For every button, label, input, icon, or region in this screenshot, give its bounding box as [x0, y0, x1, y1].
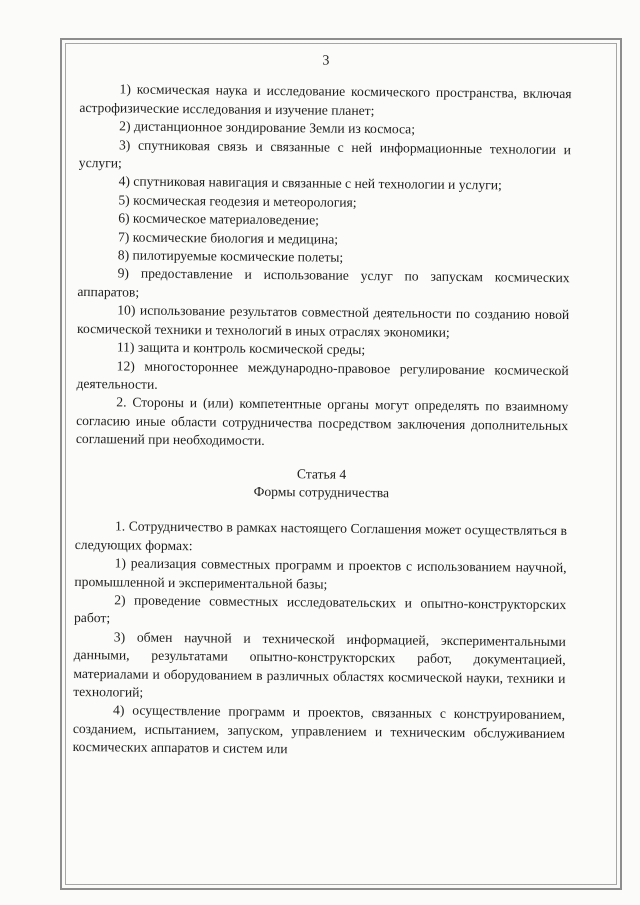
article4-title: Статья 4: [296, 465, 347, 482]
article3-item-3: 3) спутниковая связь и связанные с ней информационные технологии и услуги;: [78, 137, 572, 171]
article3-item-7: 7) космические биология и медицина;: [117, 229, 339, 247]
article4-item-3: 3) обмен научной и технической информацией, экспериментальными данными, результатами опытно-конструкторских работ, документацией, материалами и оборудованием в различных областях космической науки, техники и технологий;: [73, 629, 566, 700]
article3-item-10: 10) использование результатов совместной деятельности по созданию новой космической техники и технологий в иных отраслях экономики;: [77, 302, 570, 340]
article3-item-9: 9) предоставление и использование услуг по запускам космических аппаратов;: [77, 265, 570, 300]
page-number: 3: [322, 53, 330, 69]
article3-item-12: 12) многостороннее международно-правовое регулирование космической деятельности.: [76, 357, 569, 392]
article3-item-1: 1) космическая наука и исследование космического пространства, включая астрофизические исследования и изучение планет;: [79, 81, 572, 118]
article3-paragraph-2: 2. Стороны и (или) компетентные органы могут определять по взаимному согласию иные области сотрудничества посредством заключения дополнительных соглашений при необходимости.: [75, 394, 569, 449]
article4-item-1: 1) реализация совместных программ и проектов с использованием научной, промышленной и экспериментальной базы;: [74, 555, 567, 592]
document-body: [73, 50, 572, 762]
article4-subtitle: Формы сотрудничества: [253, 483, 390, 501]
article4-paragraph-1: 1. Сотрудничество в рамках настоящего Соглашения может осуществляться в следующих формах:: [74, 518, 568, 553]
article3-item-5: 5) космическая геодезия и метеорология;: [118, 192, 357, 210]
article3-item-4: 4) спутниковая навигация и связанные с ней технологии и услуги;: [118, 173, 502, 193]
article3-item-11: 11) защита и контроль космической среды;: [116, 339, 366, 358]
article3-item-6: 6) космическое материаловедение;: [118, 210, 320, 228]
article4-item-2: 2) проведение совместных исследовательских и опытно-конструкторских работ;: [73, 592, 567, 626]
article3-item-8: 8) пилотируемые космические полеты;: [117, 247, 344, 265]
article4-item-4: 4) осуществление программ и проектов, связанных с конструированием, созданием, испытанием, запуском, управлением и техническим обслуживанием космических аппаратов и систем или: [72, 702, 566, 757]
article3-item-2: 2) дистанционное зондирование Земли из космоса;: [119, 118, 416, 137]
